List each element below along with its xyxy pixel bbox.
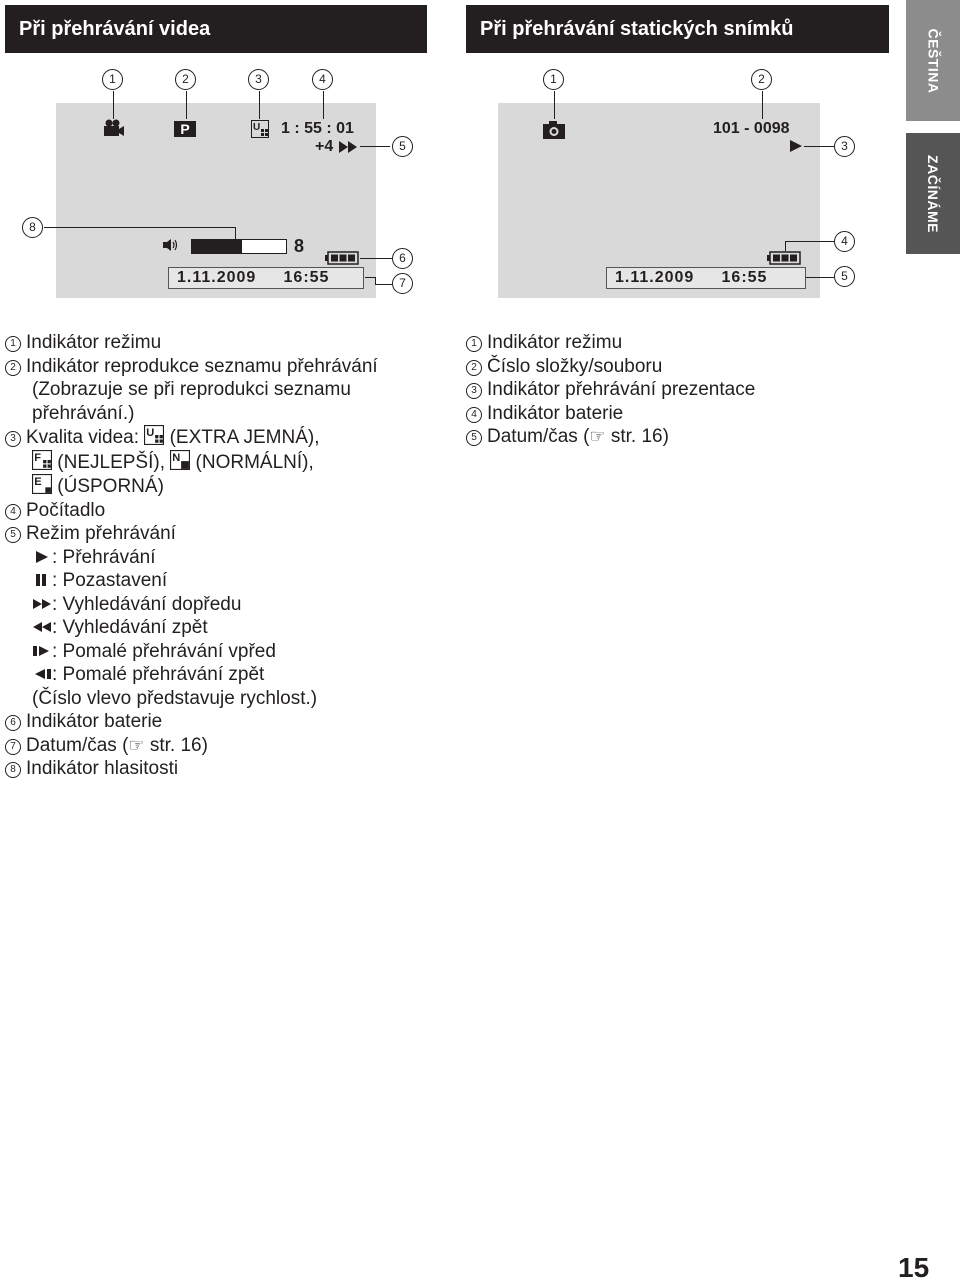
legend-folder-file: Číslo složky/souboru	[487, 355, 663, 377]
fast-forward-icon	[339, 141, 359, 153]
rewind-icon	[32, 619, 52, 635]
legend-playlist-note-end: přehrávání.)	[32, 402, 135, 424]
play-icon	[32, 549, 52, 565]
callout-4: 4	[834, 231, 855, 252]
play-icon	[790, 140, 802, 152]
volume-bar	[191, 239, 287, 254]
quality-economy-label: (ÚSPORNÁ)	[57, 476, 164, 497]
tab-zaciname[interactable]: ZAČÍNÁME	[906, 133, 960, 254]
svg-text:U: U	[146, 427, 155, 440]
callout-5: 5	[834, 266, 855, 287]
video-legend-list: 1 Indikátor režimu 2 Indikátor reprodukce seznamu přehrávání (Zobrazuje se při reprodukci seznamu přehrávání.) 3 Kvalita videa: U (EXTRA JEMNÁ), F (NEJLEPŠÍ), N (NORMÁLNÍ), E (ÚSPORNÁ) 4 Počítadlo 5 Režim přehrávání : Přehrávání : Pozastavení : Vyhledávání dopředu : Vyhledávání zpět : Pomalé přehrávání vpřed : Pomalé přehrávání zpět (Číslo vlevo představuje rychlost.) 6 Indikátor baterie 7 Datum/čas (☞ str. 16) 8 Indikátor hlasitosti	[5, 331, 445, 781]
pause-icon	[32, 572, 52, 588]
callout-1: 1	[102, 69, 123, 90]
svg-text:E: E	[34, 476, 42, 489]
legend-datetime-ref: str. 16)	[144, 734, 208, 756]
legend-counter: Počítadlo	[26, 499, 106, 521]
legend-mode-indicator: Indikátor režimu	[487, 332, 623, 353]
tab-cestina[interactable]: ČEŠTINA	[906, 0, 960, 121]
slow-forward-icon	[32, 643, 52, 659]
legend-mode-indicator: Indikátor režimu	[26, 332, 162, 353]
legend-playlist-indicator: Indikátor reprodukce seznamu přehrávání	[26, 355, 378, 377]
quality-xfine-label: (EXTRA JEMNÁ),	[169, 427, 320, 448]
playlist-p-icon: P	[174, 121, 196, 137]
callout-3: 3	[248, 69, 269, 90]
callout-4: 4	[312, 69, 333, 90]
legend-datetime: Datum/čas (	[26, 734, 129, 756]
still-datetime: 1.11.2009 16:55	[606, 267, 806, 289]
callout-6: 6	[392, 248, 413, 269]
legend-slideshow: Indikátor přehrávání prezentace	[487, 379, 756, 400]
legend-volume: Indikátor hlasitosti	[26, 758, 179, 779]
video-camera-icon	[103, 119, 125, 137]
volume-level: 8	[294, 236, 305, 256]
callout-2: 2	[751, 69, 772, 90]
svg-text:N: N	[172, 451, 181, 464]
mode-play-label: : Přehrávání	[52, 546, 156, 568]
mode-rew-label: : Vyhledávání zpět	[52, 617, 208, 638]
callout-3: 3	[834, 136, 855, 157]
camera-icon	[543, 121, 565, 139]
mode-pause-label: : Pozastavení	[52, 570, 168, 591]
legend-battery: Indikátor baterie	[26, 711, 163, 732]
video-datetime: 1.11.2009 16:55	[168, 267, 364, 289]
callout-2: 2	[175, 69, 196, 90]
speaker-icon	[163, 238, 179, 252]
legend-datetime: Datum/čas (	[487, 426, 590, 447]
quality-normal-icon	[170, 450, 190, 470]
quality-fine-icon	[32, 450, 52, 470]
callout-7: 7	[392, 273, 413, 294]
still-legend-list: 1 Indikátor režimu 2 Číslo složky/souboru 3 Indikátor přehrávání prezentace 4 Indikátor baterie 5 Datum/čas (☞ str. 16)	[466, 331, 886, 449]
fast-forward-icon	[32, 596, 52, 612]
slow-rewind-icon	[32, 666, 52, 682]
legend-battery: Indikátor baterie	[487, 402, 624, 424]
battery-icon	[325, 251, 359, 265]
pointing-hand-icon: ☞	[128, 734, 145, 756]
svg-text:F: F	[34, 451, 42, 464]
quality-normal-label: (NORMÁLNÍ),	[195, 451, 314, 473]
legend-playback-mode: Režim přehrávání	[26, 523, 176, 544]
still-playback-header: Při přehrávání statických snímků	[466, 5, 889, 53]
page-number: 15	[898, 1252, 930, 1283]
legend-datetime-ref: str. 16)	[605, 426, 669, 447]
callout-1: 1	[543, 69, 564, 90]
svg-text:U: U	[253, 122, 261, 133]
quality-fine-label: (NEJLEPŠÍ),	[57, 451, 165, 473]
legend-playlist-note: (Zobrazuje se při reprodukci seznamu	[32, 379, 351, 400]
folder-file-number: 101 - 0098	[713, 120, 790, 137]
playback-counter: 1 : 55 : 01	[281, 120, 354, 137]
battery-icon	[767, 251, 801, 265]
mode-ff-label: : Vyhledávání dopředu	[52, 593, 242, 615]
speed-note: (Číslo vlevo představuje rychlost.)	[32, 687, 318, 709]
quality-xfine-icon	[251, 120, 269, 138]
mode-slow-fwd-label: : Pomalé přehrávání vpřed	[52, 640, 276, 662]
quality-economy-icon	[32, 474, 52, 494]
quality-xfine-icon	[144, 425, 164, 445]
playback-speed: +4	[315, 138, 334, 155]
mode-slow-back-label: : Pomalé přehrávání zpět	[52, 664, 265, 685]
legend-video-quality: Kvalita videa:	[26, 427, 140, 448]
callout-5: 5	[392, 136, 413, 157]
callout-8: 8	[22, 217, 43, 238]
video-playback-header: Při přehrávání videa	[5, 5, 427, 53]
pointing-hand-icon: ☞	[589, 426, 606, 447]
